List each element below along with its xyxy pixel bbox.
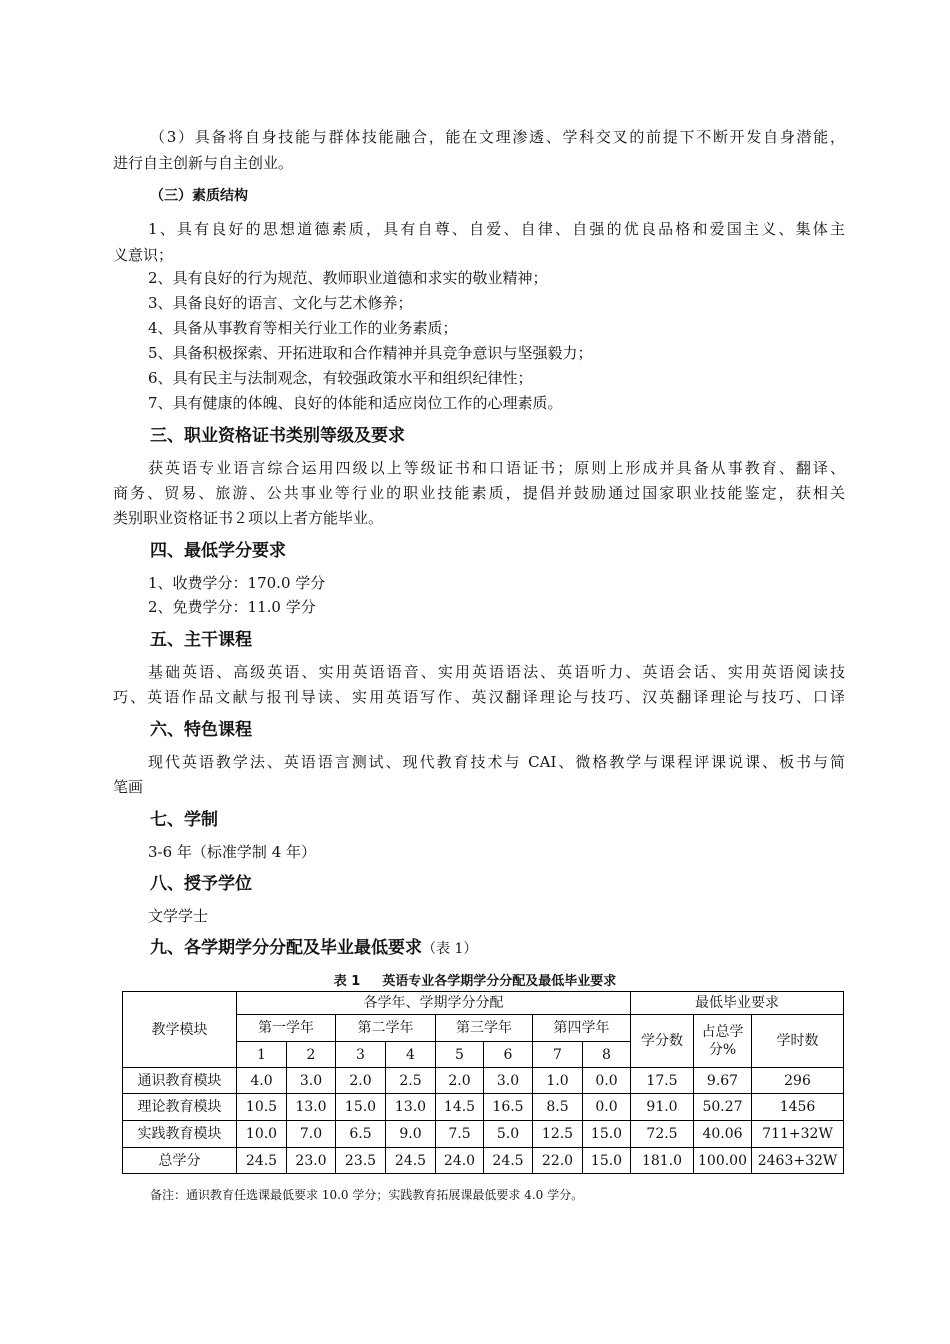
heading-degree: 八、授予学位 <box>150 874 252 894</box>
year-4-header: 第四学年 <box>533 1015 631 1042</box>
row-semester-4: 24.5 <box>386 1148 436 1174</box>
min-credits-line2: 2、免费学分：11.0 学分 <box>148 598 316 616</box>
row-semester-1: 24.5 <box>237 1148 287 1174</box>
table-header-row-1 <box>123 992 844 1015</box>
row-credits: 17.5 <box>631 1068 694 1094</box>
heading-min-credits: 四、最低学分要求 <box>150 541 286 561</box>
row-module-name: 理论教育模块 <box>123 1094 237 1121</box>
quality-item-6: 6、具有民主与法制观念，有较强政策水平和组织纪律性； <box>148 369 533 387</box>
ratio-header-line2: 分% <box>708 1042 737 1058</box>
table-caption <box>0 970 950 989</box>
certificate-line3: 类别职业资格证书２项以上者方能毕业。 <box>113 509 384 527</box>
row-semester-8: 0.0 <box>583 1094 631 1121</box>
row-semester-5: 14.5 <box>436 1094 484 1121</box>
allocation-heading-text: 九、各学期学分分配及毕业最低要求 <box>150 938 422 958</box>
semester-8-header: 8 <box>583 1042 631 1068</box>
table-row <box>123 1094 844 1121</box>
featured-courses-line1: 现代英语教学法、英语语言测试、现代教育技术与 CAI、微格教学与课程评课说课、板书与简 <box>148 753 845 771</box>
row-semester-7: 1.0 <box>533 1068 583 1094</box>
hours-header-cell: 学时数 <box>752 1015 844 1068</box>
row-semester-2: 7.0 <box>287 1121 336 1148</box>
row-credits: 72.5 <box>631 1121 694 1148</box>
certificate-line2: 商务、贸易、旅游、公共事业等行业的职业技能素质，提倡并鼓励通过国家职业技能鉴定，获相关 <box>113 484 845 502</box>
semester-4-header: 4 <box>386 1042 436 1068</box>
row-semester-4: 2.5 <box>386 1068 436 1094</box>
row-hours: 1456 <box>752 1094 844 1121</box>
row-credits: 91.0 <box>631 1094 694 1121</box>
quality-item-4: 4、具备从事教育等相关行业工作的业务素质； <box>148 319 458 337</box>
row-semester-1: 10.5 <box>237 1094 287 1121</box>
quality-item-2: 2、具有良好的行为规范、教师职业道德和求实的敬业精神； <box>148 269 548 287</box>
main-courses-line2: 巧、英语作品文献与报刊导读、实用英语写作、英汉翻译理论与技巧、汉英翻译理论与技巧、口译 <box>113 688 845 706</box>
table-caption-title: 英语专业各学期学分分配及最低毕业要求 <box>382 974 617 989</box>
heading-featured-courses: 六、特色课程 <box>150 720 252 740</box>
semester-2-header: 2 <box>287 1042 336 1068</box>
quality-subheading: （三）素质结构 <box>150 188 248 204</box>
year-3-header: 第三学年 <box>436 1015 533 1042</box>
paragraph-item3-line2: 进行自主创新与自主创业。 <box>113 154 294 172</box>
year-2-header: 第二学年 <box>336 1015 436 1042</box>
row-semester-6: 24.5 <box>484 1148 533 1174</box>
row-semester-1: 10.0 <box>237 1121 287 1148</box>
row-semester-8: 15.0 <box>583 1148 631 1174</box>
table-row-total <box>123 1148 844 1174</box>
row-semester-8: 15.0 <box>583 1121 631 1148</box>
row-credits: 181.0 <box>631 1148 694 1174</box>
quality-item-1-line2: 义意识； <box>113 246 174 264</box>
allocation-table-ref: （表 1） <box>422 941 478 957</box>
degree-text: 文学学士 <box>148 907 209 925</box>
row-ratio: 50.27 <box>694 1094 752 1121</box>
row-semester-5: 7.5 <box>436 1121 484 1148</box>
row-ratio: 100.00 <box>694 1148 752 1174</box>
ratio-header-line1: 占总学 <box>701 1024 744 1040</box>
table-row <box>123 1068 844 1094</box>
schooling-text: 3-6 年（标准学制 4 年） <box>148 843 317 861</box>
row-semester-3: 6.5 <box>336 1121 386 1148</box>
row-semester-4: 9.0 <box>386 1121 436 1148</box>
row-hours: 2463+32W <box>752 1148 844 1174</box>
heading-allocation <box>150 937 477 960</box>
row-module-name: 实践教育模块 <box>123 1121 237 1148</box>
row-semester-1: 4.0 <box>237 1068 287 1094</box>
heading-certificate: 三、职业资格证书类别等级及要求 <box>150 426 405 446</box>
row-semester-2: 13.0 <box>287 1094 336 1121</box>
year-1-header: 第一学年 <box>237 1015 336 1042</box>
row-semester-2: 3.0 <box>287 1068 336 1094</box>
credit-header-cell: 学分数 <box>631 1015 694 1068</box>
row-semester-4: 13.0 <box>386 1094 436 1121</box>
row-semester-7: 8.5 <box>533 1094 583 1121</box>
row-semester-3: 15.0 <box>336 1094 386 1121</box>
row-ratio: 9.67 <box>694 1068 752 1094</box>
heading-schooling: 七、学制 <box>150 810 218 830</box>
row-module-name: 通识教育模块 <box>123 1068 237 1094</box>
row-semester-3: 2.0 <box>336 1068 386 1094</box>
heading-main-courses: 五、主干课程 <box>150 630 252 650</box>
row-semester-7: 22.0 <box>533 1148 583 1174</box>
quality-item-3: 3、具备良好的语言、文化与艺术修养； <box>148 294 413 312</box>
row-semester-3: 23.5 <box>336 1148 386 1174</box>
semester-5-header: 5 <box>436 1042 484 1068</box>
row-hours: 711+32W <box>752 1121 844 1148</box>
row-semester-6: 5.0 <box>484 1121 533 1148</box>
min-credits-line1: 1、收费学分：170.0 学分 <box>148 574 326 592</box>
ratio-header-cell <box>694 1015 752 1068</box>
row-semester-5: 2.0 <box>436 1068 484 1094</box>
semester-6-header: 6 <box>484 1042 533 1068</box>
module-header-cell: 教学模块 <box>123 992 237 1068</box>
row-semester-7: 12.5 <box>533 1121 583 1148</box>
row-semester-6: 3.0 <box>484 1068 533 1094</box>
row-module-name: 总学分 <box>123 1148 237 1174</box>
semester-7-header: 7 <box>533 1042 583 1068</box>
semester-1-header: 1 <box>237 1042 287 1068</box>
paragraph-item3-line1: （3）具备将自身技能与群体技能融合，能在文理渗透、学科交叉的前提下不断开发自身潜能， <box>150 128 845 146</box>
row-hours: 296 <box>752 1068 844 1094</box>
row-semester-8: 0.0 <box>583 1068 631 1094</box>
quality-item-1-line1: 1、具有良好的思想道德素质，具有自尊、自爱、自律、自强的优良品格和爱国主义、集体主 <box>148 220 845 238</box>
row-ratio: 40.06 <box>694 1121 752 1148</box>
semester-3-header: 3 <box>336 1042 386 1068</box>
table-caption-number: 表 1 <box>333 974 361 989</box>
main-courses-line1: 基础英语、高级英语、实用英语语音、实用英语语法、英语听力、英语会话、实用英语阅读技 <box>148 663 845 681</box>
allocation-header-cell: 各学年、学期学分分配 <box>237 992 631 1015</box>
table-note: 备注：通识教育任选课最低要求 10.0 学分；实践教育拓展课最低要求 4.0 学分。 <box>150 1188 584 1202</box>
row-semester-2: 23.0 <box>287 1148 336 1174</box>
table-row <box>123 1121 844 1148</box>
certificate-line1: 获英语专业语言综合运用四级以上等级证书和口语证书；原则上形成并具备从事教育、翻译、 <box>148 459 845 477</box>
requirement-header-cell: 最低毕业要求 <box>631 992 844 1015</box>
quality-item-7: 7、具有健康的体魄、良好的体能和适应岗位工作的心理素质。 <box>148 394 563 412</box>
row-semester-6: 16.5 <box>484 1094 533 1121</box>
quality-item-5: 5、具备积极探索、开拓进取和合作精神并具竞争意识与坚强毅力； <box>148 344 593 362</box>
row-semester-5: 24.0 <box>436 1148 484 1174</box>
featured-courses-line2: 笔画 <box>113 778 144 796</box>
credit-allocation-table <box>122 991 844 1174</box>
